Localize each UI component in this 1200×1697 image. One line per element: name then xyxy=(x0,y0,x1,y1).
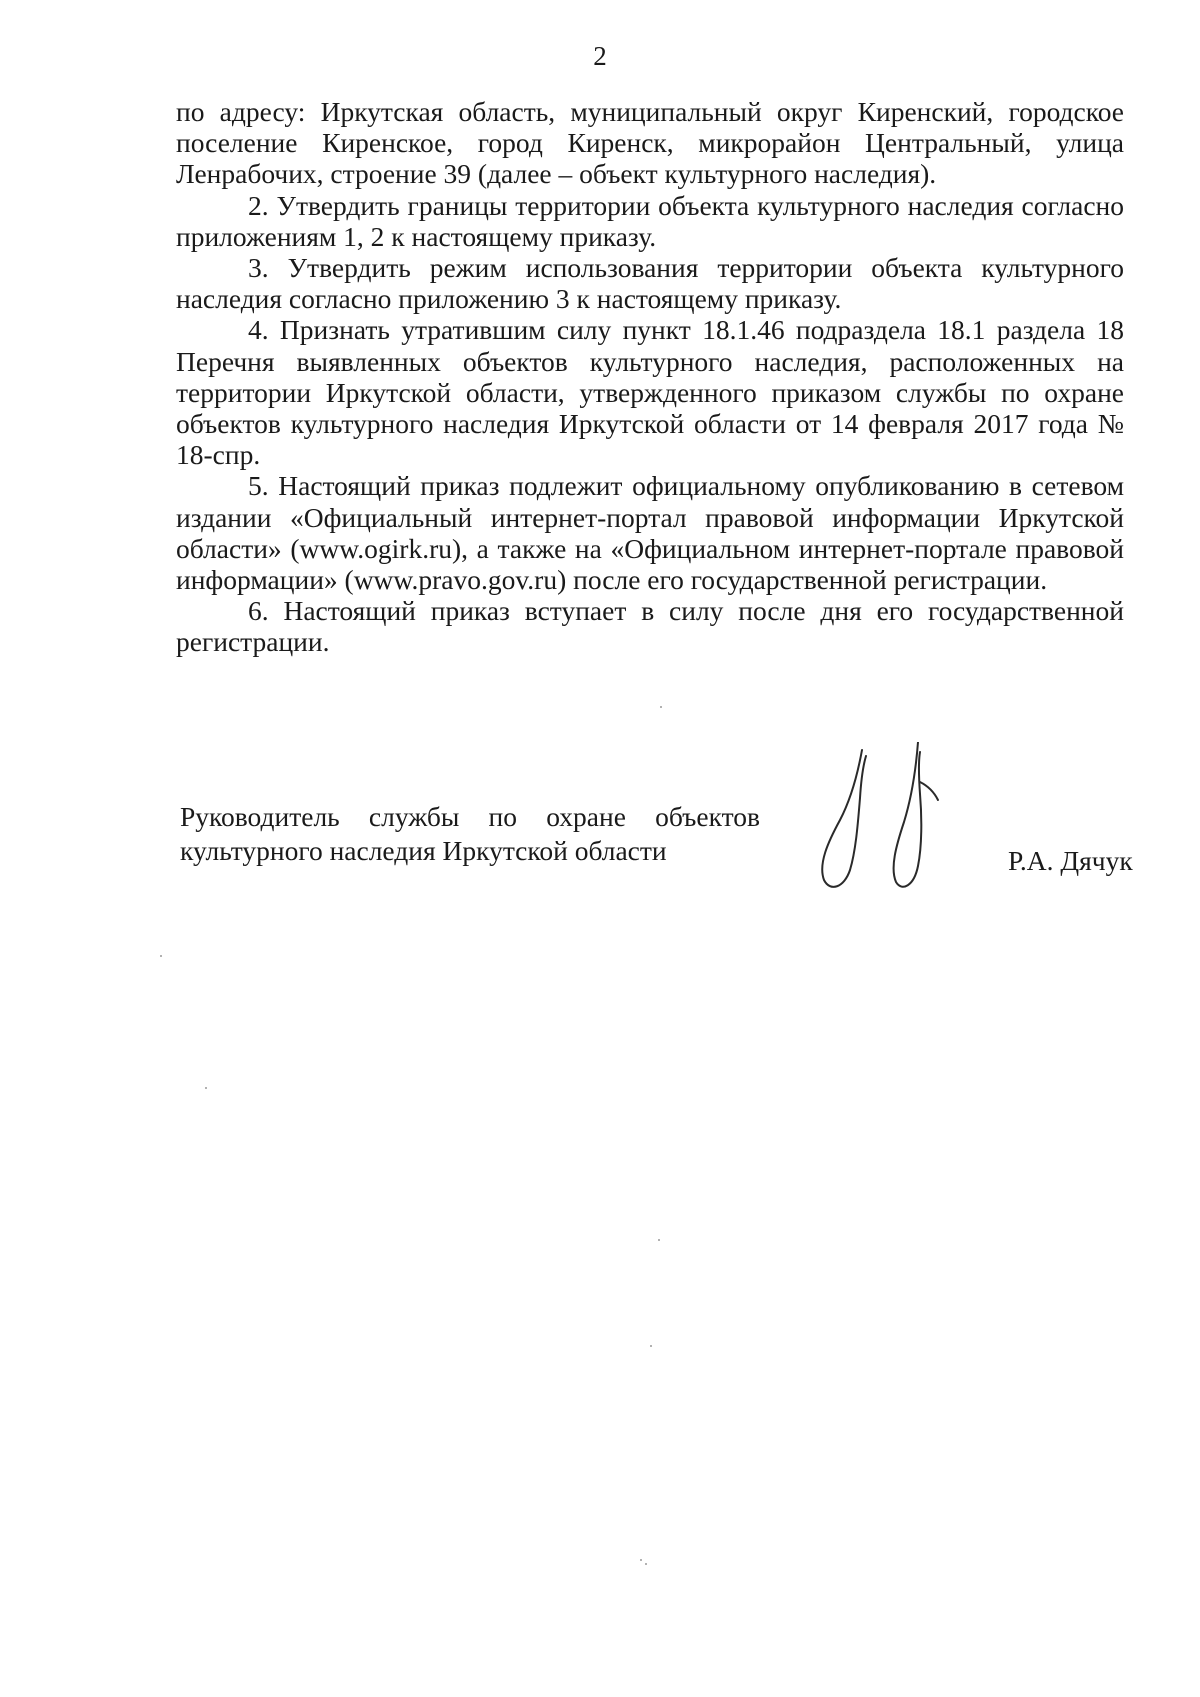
scan-speck xyxy=(658,1239,660,1241)
scan-speck xyxy=(205,1087,207,1089)
scan-speck xyxy=(660,706,662,708)
scan-speck xyxy=(650,1345,652,1347)
handwritten-signature xyxy=(800,742,970,912)
signer-name: Р.А. Дячук xyxy=(1008,845,1133,876)
signer-position-line-2: культурного наследия Иркутской области xyxy=(180,835,667,866)
paragraph-item-4: 4. Признать утратившим силу пункт 18.1.46 подраздела 18.1 раздела 18 Перечня выявленных объектов культурного наследия, расположенных на территории Иркутской области, утвержденного приказом службы по охране объектов культурного наследия Иркутской области от 14 февраля 2017 года № 18-спр. xyxy=(176,314,1124,471)
paragraph-continuation: по адресу: Иркутская область, муниципальный округ Киренский, городское поселение Киренское, город Киренск, микрорайон Центральный, улица Ленрабочих, строение 39 (далее – объект культурного наследия). xyxy=(176,96,1124,190)
scan-speck xyxy=(645,1563,647,1565)
paragraph-item-2: 2. Утвердить границы территории объекта культурного наследия согласно приложениям 1, 2 к настоящему приказу. xyxy=(176,189,1124,252)
signer-position xyxy=(180,800,760,868)
signer-position-line-1: Руководитель службы по охране объектов xyxy=(180,801,760,832)
paragraph-item-5: 5. Настоящий приказ подлежит официальному опубликованию в сетевом издании «Официальный интернет-портал правовой информации Иркутской области» (www.ogirk.ru), а также на «Официальном интернет-портале правовой информации» (www.pravo.gov.ru) после его государственной регистрации. xyxy=(176,470,1124,596)
document-body xyxy=(176,96,1124,658)
scan-speck xyxy=(640,1559,642,1561)
page-number: 2 xyxy=(593,41,607,71)
scan-speck xyxy=(160,955,162,957)
signature-block xyxy=(180,800,1140,920)
paragraph-item-3: 3. Утвердить режим использования территории объекта культурного наследия согласно приложению 3 к настоящему приказу. xyxy=(176,252,1124,315)
paragraph-item-6: 6. Настоящий приказ вступает в силу после дня его государственной регистрации. xyxy=(176,595,1124,658)
